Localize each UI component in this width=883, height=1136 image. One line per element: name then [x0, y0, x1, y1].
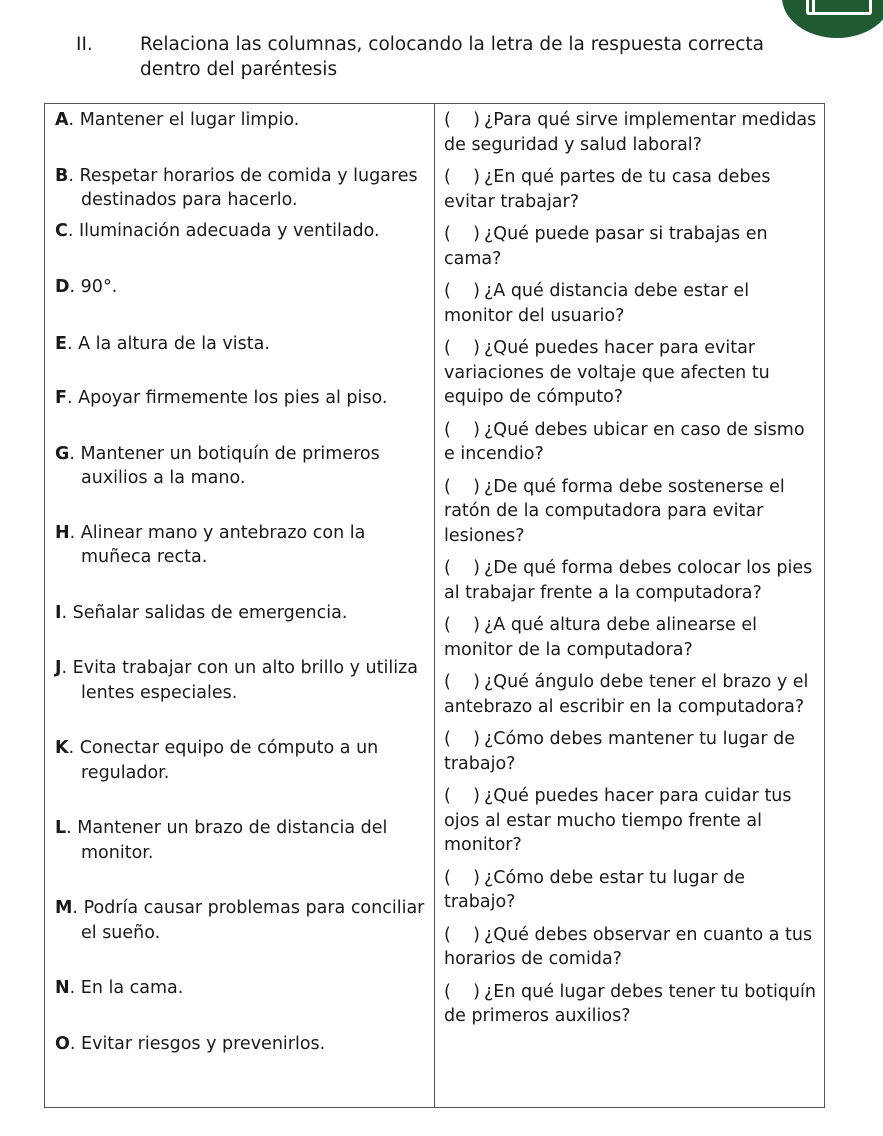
answer-option: L. Mantener un brazo de distancia del monitor. [55, 818, 388, 863]
answer-blank[interactable]: ( ) [444, 615, 480, 635]
answer-blank[interactable]: ( ) [444, 338, 480, 358]
logo-mark [806, 0, 872, 15]
question-item: ( ) ¿De qué forma debe sostenerse el ratón de la computadora para evitar lesiones? [444, 476, 785, 546]
answer-option: E. A la altura de la vista. [55, 333, 270, 354]
answer-blank[interactable]: ( ) [444, 167, 480, 187]
question-item: ( ) ¿Qué debes observar en cuanto a tus horarios de comida? [444, 924, 813, 969]
question-item: ( ) ¿A qué distancia debe estar el monitor del usuario? [444, 281, 750, 326]
answer-option: D. 90°. [55, 277, 118, 297]
answer-blank[interactable]: ( ) [444, 981, 480, 1002]
questions-column [435, 104, 825, 1108]
answer-blank[interactable]: ( ) [444, 867, 480, 888]
question-item: ( ) ¿Qué puedes hacer para evitar variaciones de voltaje que afecten tu equipo de cómputo? [444, 338, 770, 407]
logo-tick [812, 0, 815, 12]
answer-blank[interactable]: ( ) [444, 924, 480, 945]
answer-option: F. Apoyar firmemente los pies al piso. [55, 388, 388, 408]
matching-table [44, 103, 825, 1108]
answer-option: J. Evita trabajar con un alto brillo y utiliza lentes especiales. [55, 658, 419, 703]
instruction-line-1: Relaciona las columnas, colocando la letra de la respuesta correcta [140, 34, 765, 55]
answer-option: I. Señalar salidas de emergencia. [55, 602, 348, 623]
answer-blank[interactable]: ( ) [444, 476, 480, 497]
answer-option: C. Iluminación adecuada y ventilado. [55, 220, 380, 241]
instructions [140, 32, 840, 82]
answer-option: O. Evitar riesgos y prevenirlos. [55, 1033, 326, 1054]
answer-option: H. Alinear mano y antebrazo con la muñeca recta. [55, 522, 366, 567]
question-item: ( ) ¿Qué debes ubicar en caso de sismo e incendio? [444, 419, 805, 464]
answer-blank[interactable]: ( ) [444, 558, 480, 578]
answer-option: M. Podría causar problemas para conciliar el sueño. [55, 898, 425, 943]
answer-option: K. Conectar equipo de cómputo a un regulador. [55, 738, 379, 783]
question-item: ( ) ¿A qué altura debe alinearse el monitor de la computadora? [444, 615, 757, 660]
answer-blank[interactable]: ( ) [444, 729, 480, 749]
question-item: ( ) ¿Cómo debe estar tu lugar de trabajo? [444, 867, 746, 912]
answer-blank[interactable]: ( ) [444, 672, 480, 692]
answer-option: A. Mantener el lugar limpio. [55, 110, 300, 130]
answer-blank[interactable]: ( ) [444, 224, 480, 244]
question-item: ( ) ¿Qué ángulo debe tener el brazo y el antebrazo al escribir en la computadora? [444, 672, 809, 717]
answer-blank[interactable]: ( ) [444, 110, 480, 130]
question-item: ( ) ¿Para qué sirve implementar medidas de seguridad y salud laboral? [444, 110, 817, 155]
answers-column [45, 104, 435, 1108]
question-item: ( ) ¿Qué puede pasar si trabajas en cama? [444, 224, 768, 269]
answer-option: G. Mantener un botiquín de primeros auxilios a la mano. [55, 443, 380, 488]
section-number: II. [76, 34, 93, 55]
answer-option: N. En la cama. [55, 978, 184, 998]
answer-option: B. Respetar horarios de comida y lugares destinados para hacerlo. [55, 165, 418, 210]
question-item: ( ) ¿De qué forma debes colocar los pies al trabajar frente a la computadora? [444, 558, 813, 603]
question-item: ( ) ¿Qué puedes hacer para cuidar tus ojos al estar mucho tiempo frente al monitor? [444, 786, 792, 855]
question-item: ( ) ¿En qué partes de tu casa debes evitar trabajar? [444, 167, 771, 212]
question-item: ( ) ¿Cómo debes mantener tu lugar de trabajo? [444, 729, 796, 774]
answer-blank[interactable]: ( ) [444, 281, 480, 301]
answer-blank[interactable]: ( ) [444, 786, 480, 806]
answer-blank[interactable]: ( ) [444, 419, 480, 440]
instruction-line-2: dentro del paréntesis [140, 59, 338, 80]
question-item: ( ) ¿En qué lugar debes tener tu botiquín de primeros auxilios? [444, 981, 816, 1026]
